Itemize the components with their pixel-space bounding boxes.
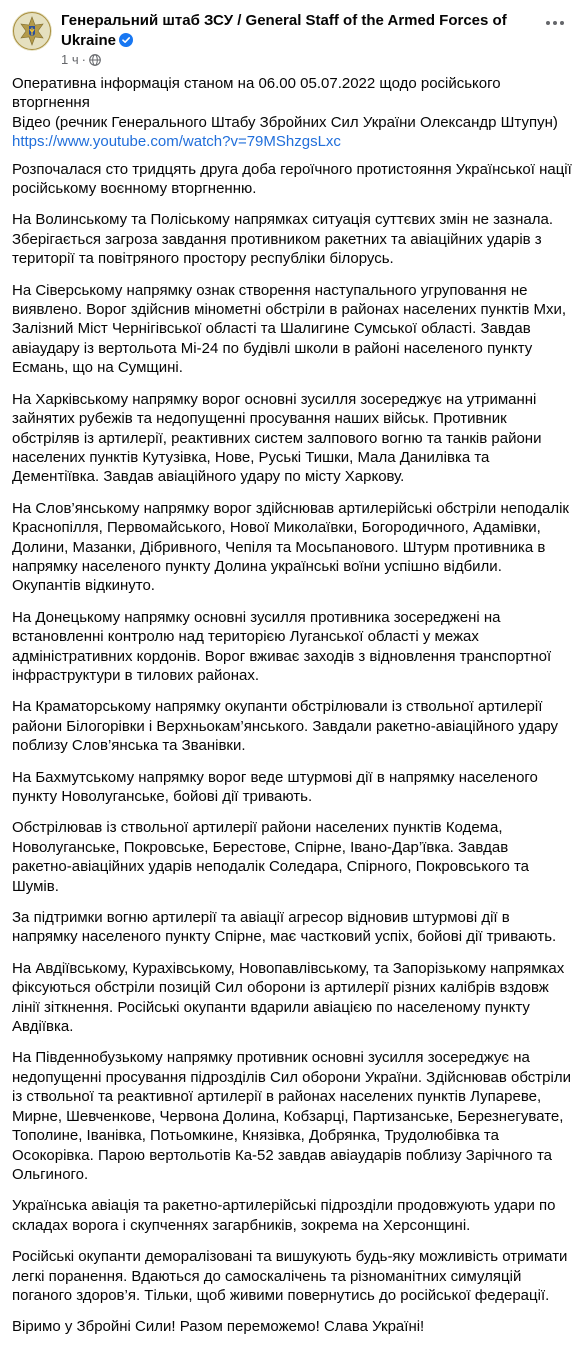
globe-icon[interactable]	[89, 54, 101, 66]
paragraph-4: На Харківському напрямку ворог основні зусилля зосереджує на утриманні зайнятих рубежів та недопущенні просування наших військ. Противник обстріляв із артилерії, реактивних систем залпового вогню та танків райони населених пунктів Кутузівка, Нове, Руські Тишки, Мала Данилівка та Дементіївка. Завдав авіаційного удару по місту Харкову.	[12, 390, 542, 486]
meta-separator: ·	[81, 52, 86, 67]
paragraph-11: На Авдіївському, Курахівському, Новопавлівському, та Запорізькому напрямках фіксуються обстріли позицій Сил оборони із артилерії різних калібрів вздовж лінії зіткнення. Російські окупанти вдарили авіацією по населеному пункту Авдіївка.	[12, 959, 565, 1036]
post-intro	[12, 74, 572, 152]
page-name-text[interactable]: Генеральний штаб ЗСУ / General Staff of the Armed Forces of Ukraine	[61, 12, 507, 49]
paragraph-3: На Сіверському напрямку ознак створення наступального угруповання не виявлено. Ворог здійснив мінометні обстріли в районах населених пунктів Мхи, Залізний Міст Чернігівської області та Шалигине Сумської області. Завдав авіаудару із вертольота Мі-24 по будівлі школи в районі населеного пункту Есмань, що на Сумщині.	[12, 281, 567, 377]
intro-line-1: Оперативна інформація станом на 06.00 05.07.2022 щодо російського вторгнення	[12, 75, 501, 112]
avatar[interactable]	[12, 11, 52, 51]
post-meta	[61, 52, 101, 68]
post-body	[12, 74, 572, 1349]
more-options-button[interactable]	[541, 13, 569, 33]
paragraph-5: На Слов’янському напрямку ворог здійснював артилерійські обстріли неподалік Краснопілля, Первомайського, Нової Миколаївки, Богородичного, Адамівки, Долини, Мазанки, Дібривного, Чепіля та Мосьпанового. Штурм противника в напрямку населеного пункту Долина українські воїни успішно відбили. Окупантів відкинуто.	[12, 499, 569, 595]
post-header	[0, 0, 581, 68]
post-timestamp[interactable]: 1 ч	[61, 52, 79, 67]
intro-line-2: Відео (речник Генерального Штабу Збройних Сил України Олександр Штупун)	[12, 113, 558, 131]
paragraph-13: Українська авіація та ракетно-артилерійські підрозділи продовжують удари по складах ворога і скупченнях загарбників, зокрема на Херсонщині.	[12, 1197, 556, 1234]
paragraph-1: Розпочалася сто тридцять друга доба героїчного протистояння Української нації російському воєнному вторгненню.	[12, 160, 572, 198]
paragraph-2: На Волинському та Поліському напрямках ситуація суттєвих змін не зазнала. Зберігається загроза завдання противником ракетних та авіаційних ударів з території та повітряного простору республіки білорусь.	[12, 211, 553, 268]
paragraph-9: Обстрілював із ствольної артилерії райони населених пунктів Кодема, Новолуганське, Покровське, Берестове, Спірне, Івано-Дар’ївка. Завдав ракетно-авіаційних ударів неподалік Соледара, Спірного, Покровського та Шумів.	[12, 819, 530, 895]
verified-badge-icon	[119, 33, 133, 47]
paragraph-15: Віримо у Збройні Сили! Разом переможемо! Слава Україні!	[12, 1318, 425, 1336]
video-link[interactable]: https://www.youtube.com/watch?v=79MShzgsLxc	[12, 133, 341, 151]
paragraph-12: На Південнобузькому напрямку противник основні зусилля зосереджує на недопущенні просування підрозділів Сил оборони України. Здійснював обстріли із ствольної та реактивної артилерії в районах населених пунктів Лупареве, Мирне, Шевченкове, Червона Долина, Кобзарці, Партизанське, Березнегувате, Тополине, Іванівка, Потьомкине, Князівка, Добрянка, Трудолюбівка та Осокорівка. Парою вертольотів Ка-52 завдав авіаударів поблизу Зарічного та Ольгиного.	[12, 1049, 571, 1183]
more-horizontal-icon	[545, 20, 565, 26]
paragraph-14: Російські окупанти деморалізовані та вишукують будь-яку можливість отримати легкі поранення. Вдаються до самоскалічень та різноманітних симуляцій поганого здоров’я. Тільки, щоб живими повернутись до російської федерації.	[12, 1248, 568, 1304]
armed-forces-emblem-icon	[12, 11, 52, 51]
paragraph-10: За підтримки вогню артилерії та авіації агресор відновив штурмові дії в напрямку населеного пункту Спірне, має частковий успіх, бойові дії тривають.	[12, 909, 557, 946]
paragraph-8: На Бахмутському напрямку ворог веде штурмові дії в напрямку населеного пункту Новолуганське, бойові дії тривають.	[12, 768, 538, 805]
paragraph-6: На Донецькому напрямку основні зусилля противника зосереджені на встановленні контролю над територією Луганської області у межах адміністративних кордонів. Ворог вживає заходів з відновлення транспортної інфраструктури в тилових районах.	[12, 608, 552, 684]
page-name-link[interactable]	[61, 11, 516, 51]
paragraph-7: На Краматорському напрямку окупанти обстрілювали із ствольної артилерії райони Білогорівки і Верхньокам’янського. Завдали ракетно-авіаційного удару поблизу Слов’янська та Званівки.	[12, 698, 559, 755]
